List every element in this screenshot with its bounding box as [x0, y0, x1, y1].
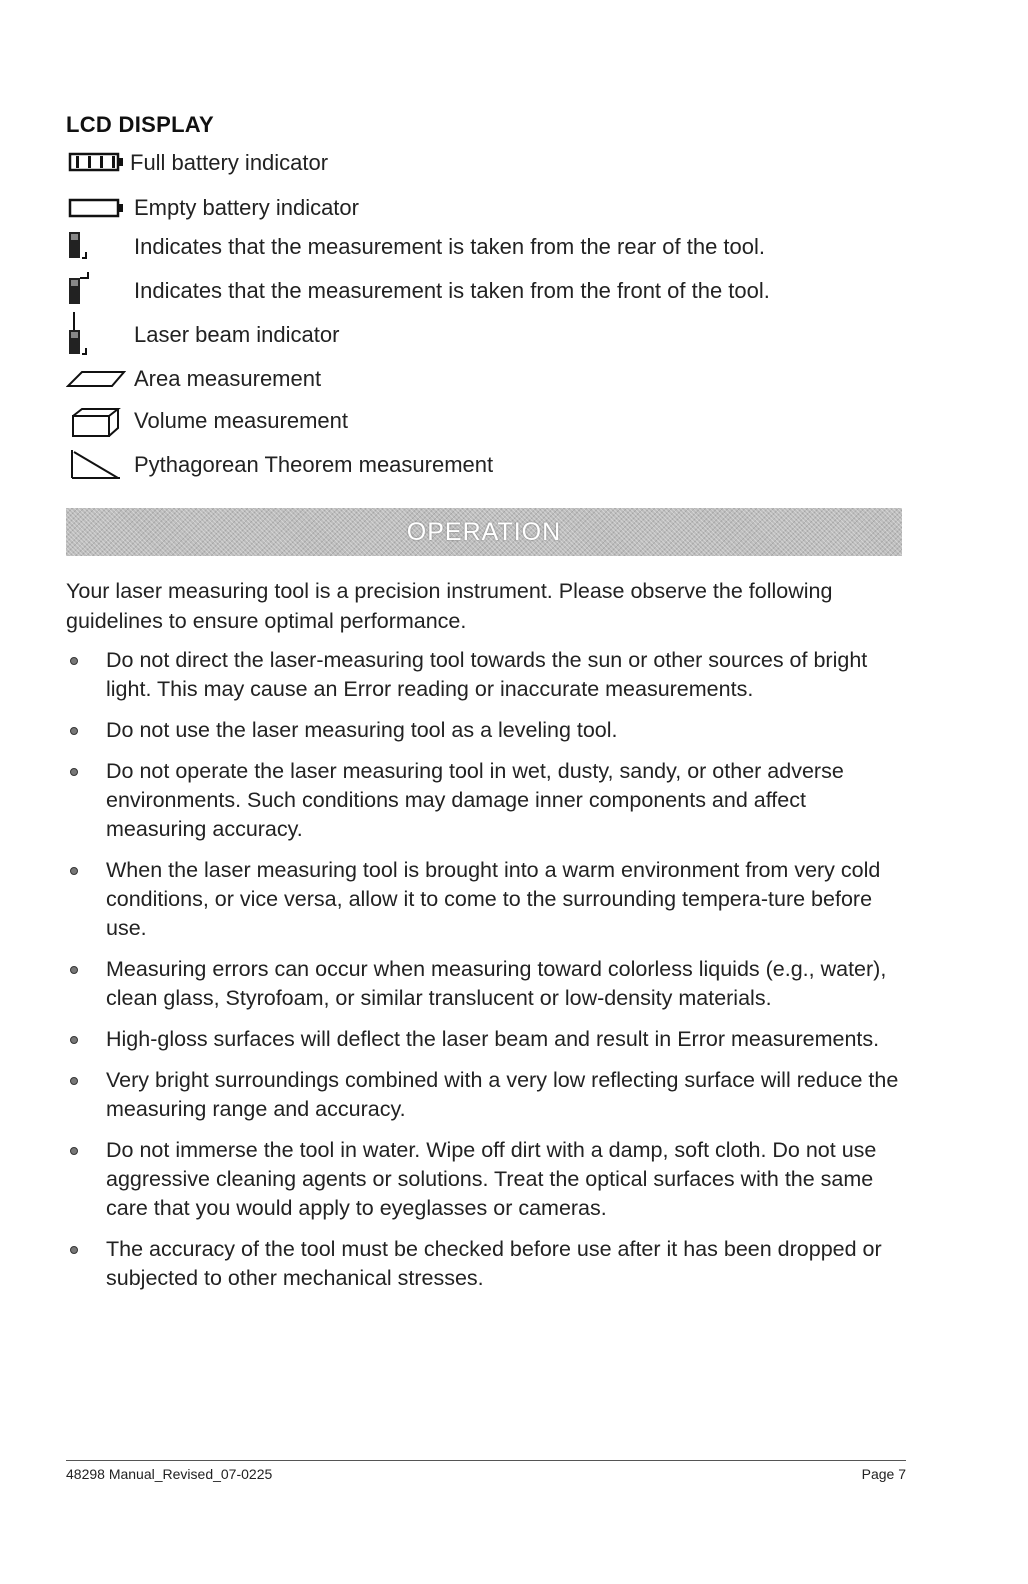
- lcd-display-heading: LCD DISPLAY: [66, 112, 214, 137]
- legend-label: Indicates that the measurement is taken from the rear of the tool.: [134, 234, 765, 259]
- rear-reference-icon: [66, 230, 90, 264]
- legend-label: Pythagorean Theorem measurement: [134, 452, 494, 477]
- legend-row: [66, 364, 566, 394]
- laser-beam-icon: [66, 310, 92, 358]
- legend-row: [66, 406, 566, 436]
- legend-row: [66, 318, 566, 348]
- footer-page-number: Page 7: [861, 1466, 906, 1482]
- legend-label: Area measurement: [134, 366, 322, 391]
- list-item: Do not direct the laser-measuring tool towards the sun or other sources of bright light. This may cause an Error reading or inaccurate measurements.: [66, 646, 908, 704]
- list-item: Measuring errors can occur when measuring toward colorless liquids (e.g., water), clean glass, Styrofoam, or similar translucent or low-density materials.: [66, 955, 908, 1013]
- legend-row: [66, 448, 626, 478]
- full-battery-icon: [68, 152, 126, 174]
- bullet-icon: [70, 727, 78, 735]
- list-item: Do not use the laser measuring tool as a leveling tool.: [66, 716, 908, 745]
- bullet-icon: [70, 966, 78, 974]
- legend-label: Full battery indicator: [130, 150, 329, 175]
- footer-doc-id: 48298 Manual_Revised_07-0225: [66, 1466, 273, 1482]
- legend-row: [66, 276, 826, 306]
- bullet-icon: [70, 657, 78, 665]
- legend-row: [66, 148, 566, 178]
- list-item: Do not immerse the tool in water. Wipe off dirt with a damp, soft cloth. Do not use aggressive cleaning agents or solutions. Treat the optical surfaces with the same care that you would apply to eyeglasses or cameras.: [66, 1136, 908, 1223]
- legend-label: Indicates that the measurement is taken from the front of the tool.: [134, 278, 770, 303]
- empty-battery-icon: [68, 198, 126, 220]
- legend-label: Volume measurement: [134, 408, 348, 433]
- operation-heading: OPERATION: [406, 517, 562, 546]
- footer-divider: [66, 1460, 906, 1461]
- list-item: When the laser measuring tool is brought into a warm environment from very cold conditions, or vice versa, allow it to come to the surrounding tempera-ture before use.: [66, 856, 908, 943]
- pythagorean-icon: [68, 448, 124, 482]
- front-reference-icon: [66, 270, 94, 306]
- operation-banner: [66, 508, 902, 556]
- guideline-list: [66, 646, 908, 1305]
- list-item: Very bright surroundings combined with a very low reflecting surface will reduce the measuring range and accuracy.: [66, 1066, 908, 1124]
- bullet-icon: [70, 1246, 78, 1254]
- bullet-icon: [70, 1036, 78, 1044]
- legend-label: Empty battery indicator: [134, 195, 359, 220]
- legend-row: [66, 232, 826, 262]
- list-item: Do not operate the laser measuring tool in wet, dusty, sandy, or other adverse environments. Such conditions may damage inner components and affect measuring accuracy.: [66, 757, 908, 844]
- list-item: The accuracy of the tool must be checked before use after it has been dropped or subjected to other mechanical stresses.: [66, 1235, 908, 1293]
- area-icon: [66, 368, 126, 390]
- bullet-icon: [70, 1077, 78, 1085]
- list-item: High-gloss surfaces will deflect the laser beam and result in Error measurements.: [66, 1025, 908, 1054]
- bullet-icon: [70, 867, 78, 875]
- bullet-icon: [70, 1147, 78, 1155]
- operation-intro: Your laser measuring tool is a precision instrument. Please observe the following guidelines to ensure optimal performance.: [66, 579, 833, 633]
- legend-label: Laser beam indicator: [134, 322, 340, 347]
- legend-row: [66, 192, 566, 222]
- bullet-icon: [70, 768, 78, 776]
- volume-icon: [70, 406, 122, 440]
